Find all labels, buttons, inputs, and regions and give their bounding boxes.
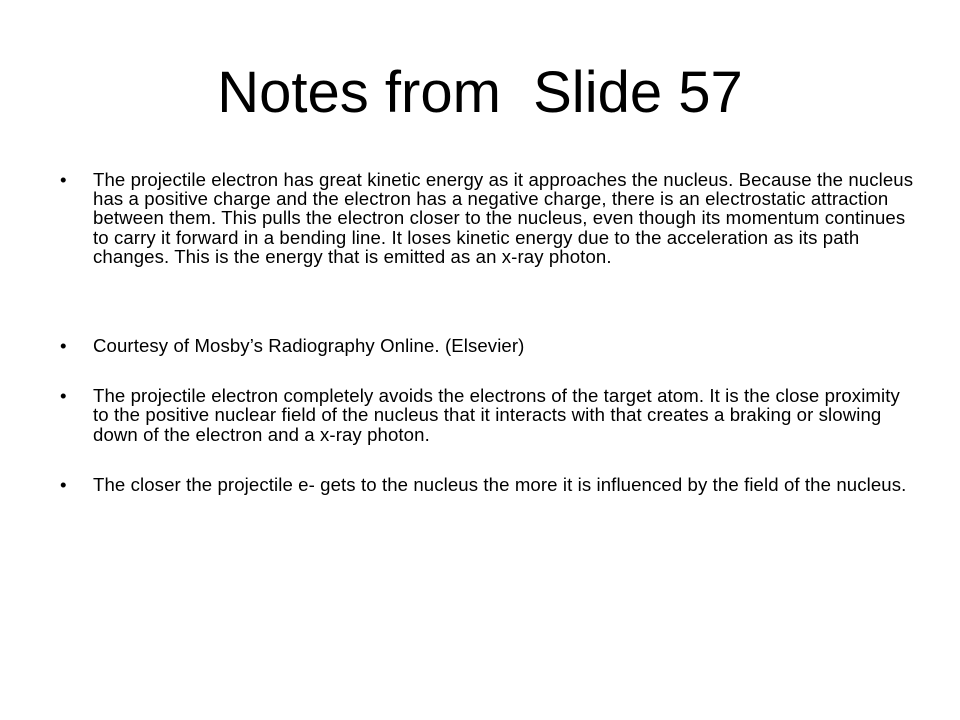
bullet-marker: • [60, 335, 67, 357]
slide-title: Notes from Slide 57 [217, 60, 743, 125]
bullet-text: The projectile electron completely avoids the electrons of the target atom. It is the close proximity to the positive nuclear field of the nucleus that it interacts with that creates a braking or slowing down of the electron and a x-ray photon. [93, 385, 900, 445]
bullet-text: The projectile electron has great kinetic energy as it approaches the nucleus. Because the nucleus has a positive charge and the electron has a negative charge, there is an electrostatic attraction between them. This pulls the electron closer to the nucleus, even though its momentum continues to carry it forward in a bending line. It loses kinetic energy due to the acceleration as its path changes. This is the energy that is emitted as an x-ray photon. [93, 169, 914, 267]
bullet-marker: • [60, 169, 67, 190]
bullet-list [60, 170, 915, 494]
bullet-item [60, 475, 915, 494]
bullet-text: The closer the projectile e- gets to the nucleus the more it is influenced by the field of the nucleus. [93, 473, 907, 495]
bullet-marker: • [60, 385, 67, 407]
bullet-item [60, 336, 915, 355]
bullet-item [60, 170, 915, 266]
bullet-marker: • [60, 473, 67, 495]
bullet-text: Courtesy of Mosby’s Radiography Online. (Elsevier) [93, 335, 525, 357]
bullet-item [60, 386, 915, 444]
